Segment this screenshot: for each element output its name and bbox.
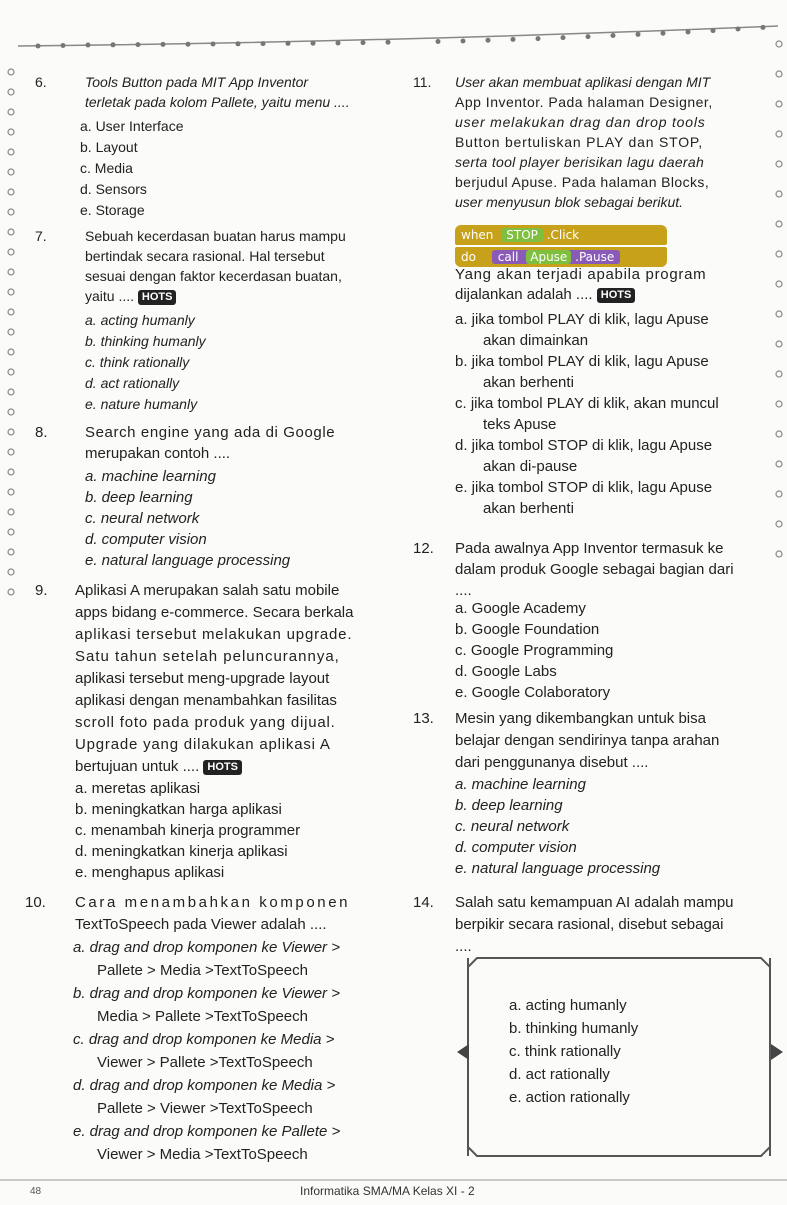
call-block: [492, 250, 620, 264]
option-b[interactable]: b. thinking humanly: [85, 333, 206, 349]
option-c[interactable]: c. think rationally: [509, 1043, 621, 1060]
question-line: Upgrade yang dilakukan aplikasi A: [75, 736, 331, 753]
option-e[interactable]: e. drag and drop komponen ke Pallete >: [73, 1123, 341, 1140]
question-line: bertindak secara rasional. Hal tersebut: [85, 248, 325, 264]
question-line: App Inventor. Pada halaman Designer,: [455, 94, 713, 110]
option-c[interactable]: c. menambah kinerja programmer: [75, 822, 301, 839]
option-a-cont: Pallete > Media >TextToSpeech: [97, 962, 308, 979]
option-d[interactable]: d. Sensors: [80, 181, 147, 197]
option-d-cont: Pallete > Viewer >TextToSpeech: [97, 1100, 313, 1117]
option-d[interactable]: d. jika tombol STOP di klik, lagu Apuse: [455, 437, 713, 454]
option-d[interactable]: d. drag and drop komponen ke Media >: [73, 1077, 336, 1094]
when-block: [455, 225, 667, 245]
option-b[interactable]: b. deep learning: [455, 797, 563, 814]
option-d[interactable]: d. act rationally: [85, 375, 180, 391]
option-c[interactable]: c. Media: [80, 160, 133, 176]
option-a[interactable]: a. jika tombol PLAY di klik, lagu Apuse: [455, 311, 709, 328]
footer-rule: [0, 1178, 787, 1182]
spiral-binding-top: [18, 24, 778, 54]
option-c[interactable]: c. drag and drop komponen ke Media >: [73, 1031, 335, 1048]
question-number: 11.: [413, 74, 432, 90]
question-line: bertujuan untuk ....: [75, 758, 200, 775]
option-b[interactable]: b. drag and drop komponen ke Viewer >: [73, 985, 340, 1002]
page-number: 48: [30, 1186, 42, 1197]
options-frame: [467, 958, 771, 1156]
frame-left-arrow-icon: [455, 1042, 471, 1062]
question-line: scroll foto pada produk yang dijual.: [75, 714, 336, 731]
option-c[interactable]: c. jika tombol PLAY di klik, akan muncul: [455, 395, 719, 412]
question-line: TextToSpeech pada Viewer adalah ....: [75, 916, 327, 933]
question-number: 14.: [413, 894, 434, 911]
option-c[interactable]: c. Google Programming: [455, 642, 614, 659]
question-line: Sebuah kecerdasan buatan harus mampu: [85, 228, 346, 244]
when-label: when: [461, 228, 494, 242]
option-c[interactable]: c. think rationally: [85, 354, 190, 370]
question-line: berjudul Apuse. Pada halaman Blocks,: [455, 174, 710, 190]
question-number: 7.: [35, 228, 47, 244]
option-d[interactable]: d. act rationally: [509, 1066, 610, 1083]
question-line: Cara menambahkan komponen: [75, 894, 351, 911]
question-number: 6.: [35, 74, 47, 90]
option-e[interactable]: e. menghapus aplikasi: [75, 864, 225, 881]
question-number: 13.: [413, 710, 434, 727]
option-e[interactable]: e. action rationally: [509, 1089, 630, 1106]
question-line: Pada awalnya App Inventor termasuk ke: [455, 540, 724, 557]
option-b[interactable]: b. Google Foundation: [455, 621, 600, 638]
option-e[interactable]: e. nature humanly: [85, 396, 198, 412]
do-label: do: [461, 250, 476, 264]
question-line: merupakan contoh ....: [85, 445, 231, 462]
option-a[interactable]: a. User Interface: [80, 118, 184, 134]
question-line: dalam produk Google sebagai bagian dari: [455, 561, 734, 578]
pause-method-label: .Pause: [575, 250, 615, 264]
question-line: Tools Button pada MIT App Inventor: [85, 74, 309, 90]
option-d[interactable]: d. meningkatkan kinerja aplikasi: [75, 843, 288, 860]
option-a[interactable]: a. meretas aplikasi: [75, 780, 201, 797]
question-number: 10.: [25, 894, 46, 911]
option-a[interactable]: a. Google Academy: [455, 600, 586, 617]
option-e[interactable]: e. Google Colaboratory: [455, 684, 611, 701]
option-b[interactable]: b. meningkatkan harga aplikasi: [75, 801, 282, 818]
option-a[interactable]: a. acting humanly: [85, 312, 195, 328]
question-line: user menyusun blok sebagai berikut.: [455, 194, 684, 210]
option-a[interactable]: a. machine learning: [455, 776, 586, 793]
question-line: yaitu ....: [85, 288, 135, 304]
option-c[interactable]: c. neural network: [455, 818, 570, 835]
option-e[interactable]: e. Storage: [80, 202, 145, 218]
frame-right-arrow-icon: [769, 1042, 785, 1062]
spiral-binding-left: [6, 62, 18, 622]
page-footer: [0, 1178, 787, 1205]
option-b[interactable]: b. Layout: [80, 139, 138, 155]
question-line: Satu tahun setelah peluncurannya,: [75, 648, 340, 665]
question-line: apps bidang e-commerce. Secara berkala: [75, 604, 354, 621]
option-a[interactable]: a. machine learning: [85, 468, 216, 485]
option-d[interactable]: d. computer vision: [455, 839, 577, 856]
question-line: user melakukan drag dan drop tools: [455, 114, 706, 130]
question-line: Aplikasi A merupakan salah satu mobile: [75, 582, 340, 599]
question-line: aplikasi dengan menambahkan fasilitas: [75, 692, 337, 709]
hots-badge: HOTS: [203, 760, 242, 775]
question-line: Yang akan terjadi apabila program: [455, 266, 707, 283]
question-line: User akan membuat aplikasi dengan MIT: [455, 74, 711, 90]
question-line: serta tool player berisikan lagu daerah: [455, 154, 705, 170]
question-line: dijalankan adalah ....: [455, 286, 593, 303]
question-line: ....: [455, 938, 472, 955]
option-c-cont: teks Apuse: [483, 416, 557, 433]
option-a-cont: akan dimainkan: [483, 332, 589, 349]
option-e-cont: Viewer > Media >TextToSpeech: [97, 1146, 308, 1163]
click-event-label: .Click: [546, 228, 580, 242]
question-line: Search engine yang ada di Google: [85, 424, 336, 441]
option-d-cont: akan di-pause: [483, 458, 578, 475]
question-line: aplikasi tersebut melakukan upgrade.: [75, 626, 353, 643]
hots-badge: HOTS: [597, 288, 636, 303]
option-a[interactable]: a. drag and drop komponen ke Viewer >: [73, 939, 340, 956]
question-line: Salah satu kemampuan AI adalah mampu: [455, 894, 734, 911]
question-line: terletak pada kolom Pallete, yaitu menu ....: [85, 94, 350, 110]
option-c[interactable]: c. neural network: [85, 510, 200, 527]
option-e[interactable]: e. natural language processing: [85, 552, 291, 569]
question-number: 8.: [35, 424, 48, 441]
option-c-cont: Viewer > Pallete >TextToSpeech: [97, 1054, 313, 1071]
question-line: Button bertuliskan PLAY dan STOP,: [455, 134, 703, 150]
question-number: 12.: [413, 540, 434, 557]
option-e[interactable]: e. jika tombol STOP di klik, lagu Apuse: [455, 479, 713, 496]
hots-badge: HOTS: [138, 290, 177, 305]
option-b[interactable]: b. jika tombol PLAY di klik, lagu Apuse: [455, 353, 709, 370]
option-d[interactable]: d. computer vision: [85, 531, 207, 548]
option-e[interactable]: e. natural language processing: [455, 860, 661, 877]
call-label: call: [497, 250, 519, 264]
do-block: [455, 247, 667, 267]
question-line: sesuai dengan faktor kecerdasan buatan,: [85, 268, 342, 284]
apuse-component-block: Apuse: [526, 250, 571, 264]
stop-button-block: STOP: [501, 228, 543, 242]
question-line: belajar dengan sendirinya tanpa arahan: [455, 732, 720, 749]
question-line: berpikir secara rasional, disebut sebagai: [455, 916, 724, 933]
option-b[interactable]: b. deep learning: [85, 489, 193, 506]
frame-top-edge: [467, 954, 771, 970]
question-line: aplikasi tersebut meng-upgrade layout: [75, 670, 330, 687]
question-line: Mesin yang dikembangkan untuk bisa: [455, 710, 706, 727]
question-11-continued: [455, 265, 775, 517]
footer-text: Informatika SMA/MA Kelas XI - 2: [300, 1184, 475, 1198]
option-b-cont: Media > Pallete >TextToSpeech: [97, 1008, 308, 1025]
question-number: 9.: [35, 582, 48, 599]
option-b-cont: akan berhenti: [483, 374, 574, 391]
option-a[interactable]: a. acting humanly: [509, 997, 627, 1014]
frame-bottom-edge: [467, 1144, 771, 1160]
option-b[interactable]: b. thinking humanly: [509, 1020, 639, 1037]
question-line: ....: [455, 582, 472, 599]
question-line: dari penggunanya disebut ....: [455, 754, 649, 771]
option-e-cont: akan berhenti: [483, 500, 574, 517]
option-d[interactable]: d. Google Labs: [455, 663, 557, 680]
